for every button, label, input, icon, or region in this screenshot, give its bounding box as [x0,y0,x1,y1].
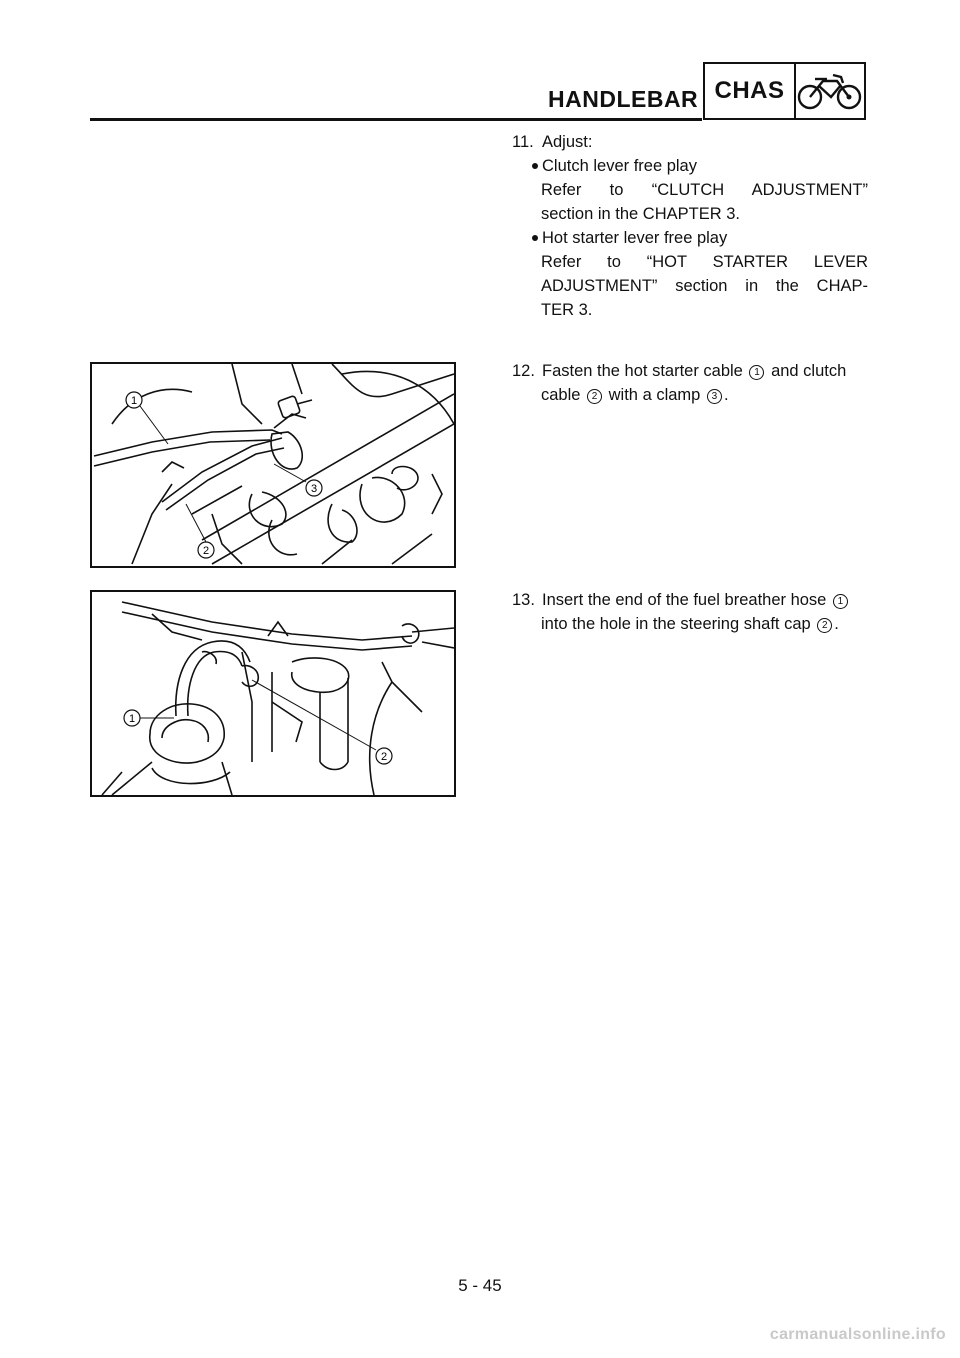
breather-hose-illustration [92,592,454,795]
callout-2-marker: 2 [817,618,832,633]
step-text: . [723,386,729,404]
step-number: 11. [512,133,534,151]
motorcycle-icon [796,64,864,118]
step-13 [512,588,868,636]
cable-clamp-illustration [92,364,454,566]
header-rule [90,118,702,121]
step-text: and clutch [771,362,847,380]
bullet-text: Refer to “HOT STARTER LEVER [541,253,868,271]
badge-text: CHAS [705,64,796,118]
bullet-title: Clutch lever free play [542,157,697,175]
step-11 [512,130,868,322]
callout-3: 3 [310,483,318,495]
callout-1-marker: 1 [749,365,764,380]
step-number: 13. [512,591,535,609]
callout-1: 1 [130,395,138,407]
step-text: into the hole in the steering shaft cap [541,615,811,633]
chapter-badge [703,62,866,120]
callout-2: 2 [202,545,210,557]
step-12 [512,359,868,407]
step-text: Insert the end of the fuel breather hose [542,591,827,609]
bullet-text: section in the CHAPTER 3. [541,205,740,223]
callout-2-marker: 2 [587,389,602,404]
step-text: with a clamp [608,386,701,404]
step-text: Adjust: [542,133,593,151]
bullet-item [512,154,868,178]
step-text: . [834,615,839,633]
page-number: 5 - 45 [458,1276,502,1295]
section-title: HANDLEBAR [548,86,699,112]
callout-3-marker: 3 [707,389,722,404]
step-text: Fasten the hot starter cable [542,362,743,380]
figure-breather-hose [90,590,456,797]
bullet-title: Hot starter lever free play [542,229,728,247]
step-number: 12. [512,362,535,380]
callout-1-marker: 1 [833,594,848,609]
callout-2: 2 [380,751,388,763]
bullet-text: TER 3. [541,301,593,319]
bullet-text: ADJUSTMENT” section in the CHAP- [541,277,868,295]
step-text: cable [541,386,581,404]
watermark: carmanualsonline.info [769,1326,946,1343]
callout-1: 1 [128,713,136,725]
bullet-item [512,226,868,250]
bullet-text: Refer to “CLUTCH ADJUSTMENT” [541,181,868,199]
figure-cable-clamp [90,362,456,568]
